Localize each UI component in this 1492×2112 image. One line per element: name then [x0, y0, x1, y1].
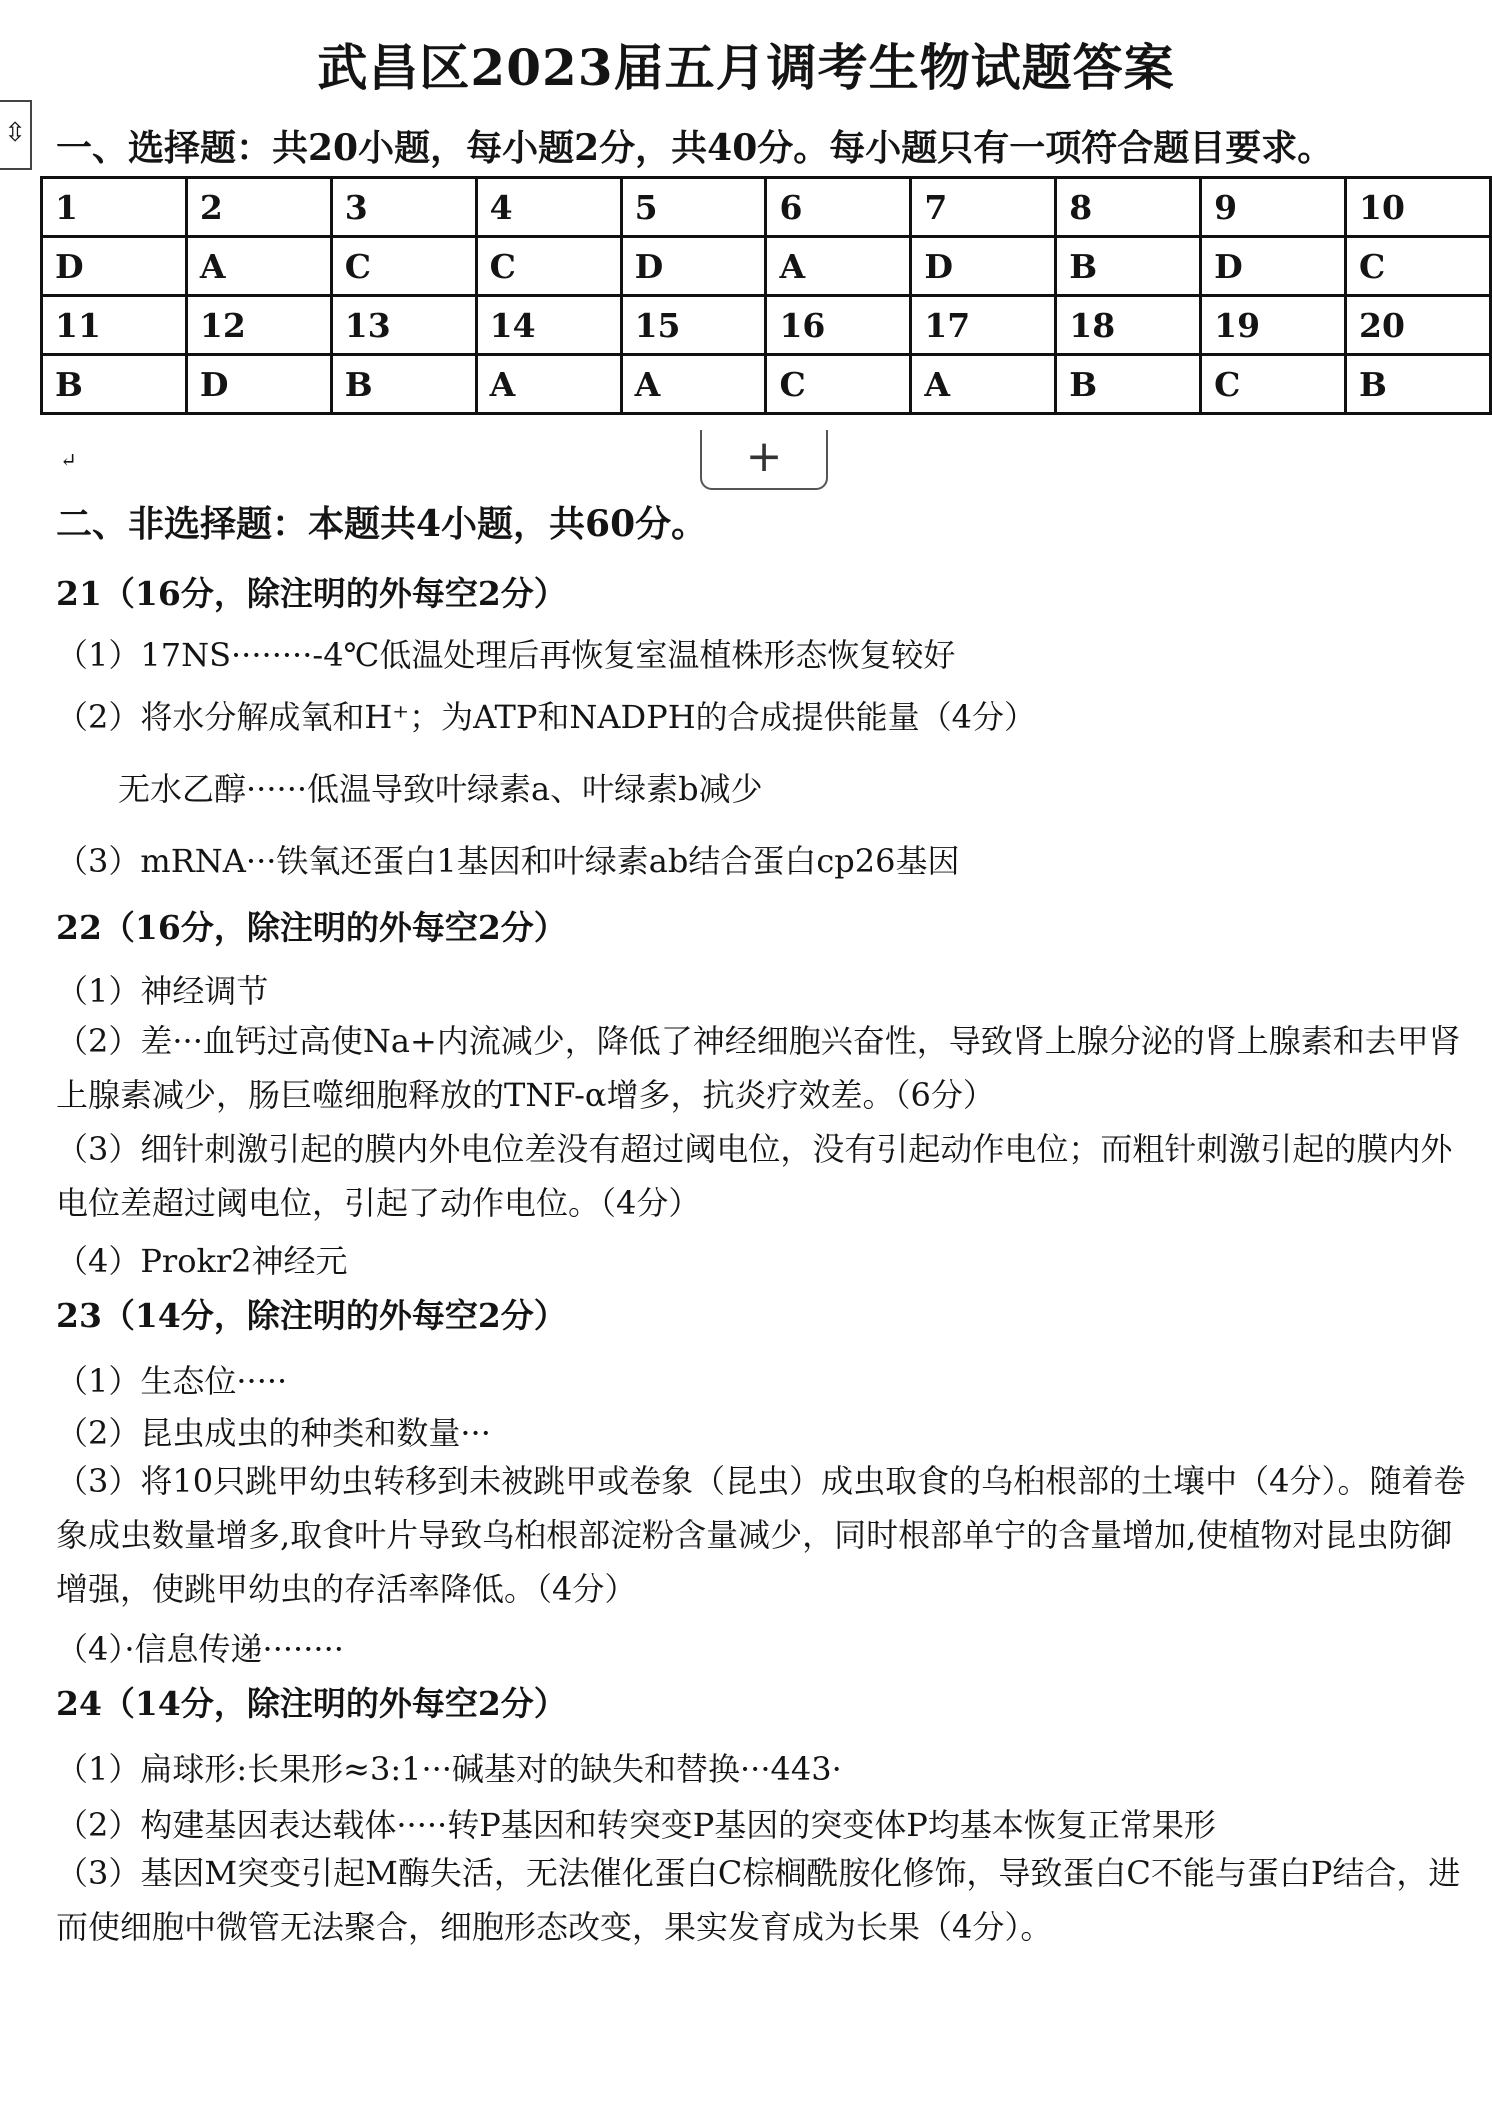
table-cell[interactable]: 6 [766, 178, 911, 237]
table-cell[interactable]: D [186, 355, 331, 414]
table-cell[interactable]: A [621, 355, 766, 414]
table-row [42, 355, 1491, 414]
table-cell[interactable]: 8 [1056, 178, 1201, 237]
q21-heading: 21（16分，除注明的外每空2分） [56, 574, 567, 613]
table-cell[interactable]: B [1056, 237, 1201, 296]
table-cell[interactable]: B [1346, 355, 1491, 414]
table-cell[interactable]: B [1056, 355, 1201, 414]
table-cell[interactable]: A [911, 355, 1056, 414]
q22-line-4: （4）Prokr2神经元 [56, 1242, 348, 1280]
q23-paragraph-3: （3）将10只跳甲幼虫转移到未被跳甲或卷象（昆虫）成虫取食的乌桕根部的土壤中（4分）。随着卷象成虫数量增多,取食叶片导致乌桕根部淀粉含量减少，同时根部单宁的含量增加,使植物对昆虫防御增强，使跳甲幼虫的存活率降低。（4分） [56, 1462, 1466, 1608]
table-cell[interactable]: C [331, 237, 476, 296]
table-cell[interactable]: A [476, 355, 621, 414]
table-cell[interactable]: 4 [476, 178, 621, 237]
q22-line-1: （1）神经调节 [56, 972, 269, 1010]
q22-heading: 22（16分，除注明的外每空2分） [56, 908, 567, 947]
q24-heading: 24（14分，除注明的外每空2分） [56, 1684, 567, 1723]
table-cell[interactable]: 10 [1346, 178, 1491, 237]
page-title: 武昌区2023届五月调考生物试题答案 [317, 38, 1175, 97]
table-cell[interactable]: 1 [42, 178, 187, 237]
q21-line-2: （2）将水分解成氧和H⁺；为ATP和NADPH的合成提供能量（4分） [56, 698, 1036, 736]
table-move-handle-icon[interactable]: ⇳ [0, 100, 32, 170]
table-row [42, 296, 1491, 355]
table-cell[interactable]: B [331, 355, 476, 414]
table-cell[interactable]: 11 [42, 296, 187, 355]
q21-line-1: （1）17NS········-4℃低温处理后再恢复室温植株形态恢复较好 [56, 636, 956, 674]
q24-line-1: （1）扁球形:长果形≈3:1···碱基对的缺失和替换···443· [56, 1750, 842, 1788]
table-cell[interactable]: D [621, 237, 766, 296]
table-cell[interactable]: 3 [331, 178, 476, 237]
q21-line-4: （3）mRNA···铁氧还蛋白1基因和叶绿素ab结合蛋白cp26基因 [56, 842, 960, 880]
table-row [42, 178, 1491, 237]
table-cell[interactable]: B [42, 355, 187, 414]
table-cell[interactable]: 18 [1056, 296, 1201, 355]
q22-paragraph-2: （2）差···血钙过高使Na+内流减少，降低了神经细胞兴奋性，导致肾上腺分泌的肾上腺素和去甲肾上腺素减少，肠巨噬细胞释放的TNF-α增多，抗炎疗效差。（6分） [56, 1022, 1461, 1114]
q23-line-4: （4）·信息传递········ [56, 1630, 344, 1668]
table-cell[interactable]: D [42, 237, 187, 296]
table-cell[interactable]: 19 [1201, 296, 1346, 355]
table-cell[interactable]: D [911, 237, 1056, 296]
table-cell[interactable]: D [1201, 237, 1346, 296]
table-cell[interactable]: 14 [476, 296, 621, 355]
section2-heading: 二、非选择题：本题共4小题，共60分。 [56, 503, 708, 545]
q23-line-2: （2）昆虫成虫的种类和数量··· [56, 1414, 491, 1452]
table-cell[interactable]: 12 [186, 296, 331, 355]
table-cell[interactable]: 13 [331, 296, 476, 355]
table-cell[interactable]: 2 [186, 178, 331, 237]
q24-paragraph-3: （3）基因M突变引起M酶失活，无法催化蛋白C棕榈酰胺化修饰，导致蛋白C不能与蛋白P结合，进而使细胞中微管无法聚合，细胞形态改变，果实发育成为长果（4分）。 [56, 1854, 1461, 1946]
q21-line-3: 无水乙醇······低温导致叶绿素a、叶绿素b减少 [118, 770, 763, 808]
table-cell[interactable]: 15 [621, 296, 766, 355]
q22-paragraph-3: （3）细针刺激引起的膜内外电位差没有超过阈电位，没有引起动作电位；而粗针刺激引起的膜内外电位差超过阈电位，引起了动作电位。（4分） [56, 1130, 1453, 1222]
q23-heading: 23（14分，除注明的外每空2分） [56, 1296, 567, 1335]
table-cell[interactable]: C [1201, 355, 1346, 414]
table-cell[interactable]: 7 [911, 178, 1056, 237]
table-cell[interactable]: C [766, 355, 911, 414]
table-cell[interactable]: C [476, 237, 621, 296]
table-cell[interactable]: C [1346, 237, 1491, 296]
q23-line-1: （1）生态位····· [56, 1362, 288, 1400]
table-cell[interactable]: 17 [911, 296, 1056, 355]
paragraph-mark-icon: ↵ [60, 448, 77, 472]
section1-heading: 一、选择题：共20小题，每小题2分，共40分。每小题只有一项符合题目要求。 [56, 127, 1334, 169]
table-cell[interactable]: A [186, 237, 331, 296]
q24-line-2: （2）构建基因表达载体·····转P基因和转突变P基因的突变体P均基本恢复正常果形 [56, 1806, 1216, 1844]
table-cell[interactable]: A [766, 237, 911, 296]
table-cell[interactable]: 16 [766, 296, 911, 355]
table-row [42, 237, 1491, 296]
table-cell[interactable]: 5 [621, 178, 766, 237]
table-cell[interactable]: 9 [1201, 178, 1346, 237]
add-row-button[interactable]: + [700, 430, 828, 490]
answer-table [40, 176, 1492, 415]
table-cell[interactable]: 20 [1346, 296, 1491, 355]
